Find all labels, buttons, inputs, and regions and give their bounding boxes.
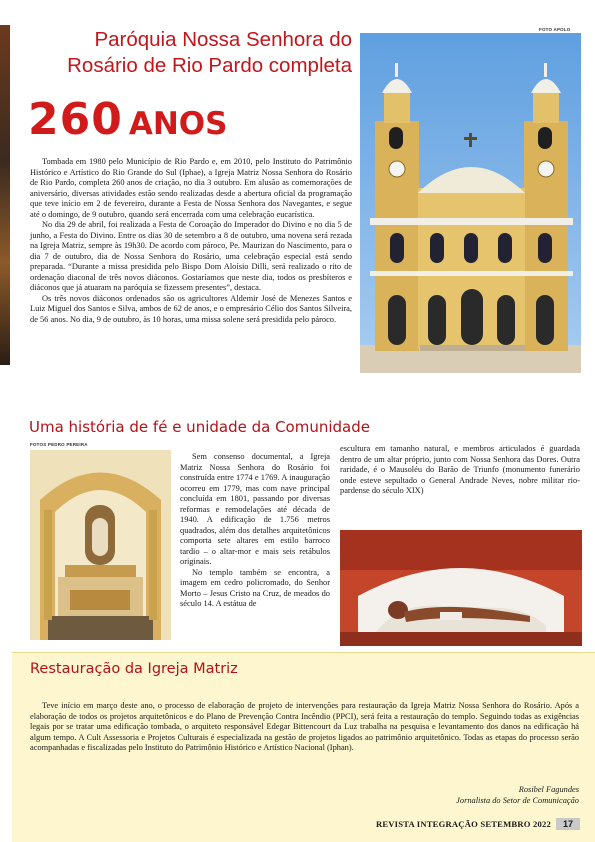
history-paragraph-1: Sem consenso documental, a Igreja Matriz Nossa Senhora do Rosário foi construída entre 1774 e 1769. A inauguração ocorreu em 1779, mas com nave principal concluída em 1801, passando por diversas reformas e remodelações até década de 1940. A edificação de 1.756 metros quadrados, além dos detalhes arquitetônicos comporta sete altares em estilo barroco tardio – o altar-mor e mais seis retábulos originais.	[180, 452, 330, 566]
senhor-morto-statue-photo	[340, 530, 582, 646]
anniversary-number: 260	[28, 94, 123, 145]
restoration-text	[30, 701, 579, 754]
restoration-section-title: Restauração da Igreja Matriz	[30, 661, 238, 677]
restoration-paragraph: Teve início em março deste ano, o processo de elaboração de projeto de intervenções para restauração da Igreja Matriz Nossa Senhora do Rosário. Após a elaboração de todos os projetos arquitetônicos e do Plano de Prevenção Contra Incêndio (PPCI), será feita a restauração do templo. Seguindo todas as exigências legais por se tratar uma edificação tombada, o arquiteto responsável Edegar Bittencourt da Luz trabalha na pesquisa e levantamento dos danos na edificação há algum tempo. A Cult Assessoria e Projetos Culturais é especializada na gestão de projetos ligados ao patrimônio arquitetônico. Todas as etapas do processo serão acompanhadas e fiscalizadas pelo Instituto do Patrimônio Histórico e Artístico Nacional (Iphan).	[30, 701, 579, 752]
history-paragraph-2: No templo também se encontra, a imagem em cedro policromado, do Senhor Morto – Jesus Cristo na Cruz, de meados do século 14. A estátua de	[180, 567, 330, 608]
page-footer	[340, 817, 580, 830]
history-column-2	[180, 452, 330, 610]
author-signature	[380, 784, 579, 806]
history-paragraph-3: escultura em tamanho natural, e membros articulados é guardada dentro de um altar próprio, junto com Nossa Senhora das Dores. Outra raridade, é o Mausoléu do Barão de Triunfo (monumento funerário onde esteve sepultado o General Andrade Neves, nobre militar rio-pardense do século XIX)	[340, 444, 580, 495]
adjacent-page-edge	[0, 25, 10, 365]
intro-paragraph-2: No dia 29 de abril, foi realizada a Festa de Coroação do Imperador do Divino e no dia 5 de junho, a Festa do Divino. Entre os dias 30 de setembro a 8 de outubro, uma novena será rezada na Igreja Matriz, sempre às 19h30. De acordo com pároco, Pe. Maurizan do Nascimento, para o dia 7 de outubro, dia de Nossa Senhora do Rosário, uma celebração especial está sendo preparada. “Durante a missa presidida pelo Bispo Dom Aloísio Dilli, será realizado o rito de ordenação diaconal de três novos diáconos. Gostaríamos que neste dia, todos os presbíteros e diáconos que já atuaram na paróquia se fizessem presentes”, destaca.	[30, 220, 352, 292]
photo-credit-church: FOTO APOLO	[539, 27, 571, 32]
magazine-name: REVISTA INTEGRAÇÃO SETEMBRO 2022	[375, 818, 551, 829]
altar-illustration	[30, 450, 171, 640]
statue-illustration	[340, 530, 582, 646]
intro-paragraph-3: Os três novos diáconos ordenados são os agricultores Aldemir José de Menezes Santos e Luiz Miguel dos Santos e Silva, ambos de 62 de anos, e o empresário Célio dos Santos Silveira, de 56 anos. No dia, 9 de outubro, às 10 horas, uma missa solene será presidida pelo pároco.	[30, 293, 352, 324]
altar-interior-photo	[30, 450, 171, 640]
box-top-rule	[12, 652, 595, 653]
photo-credit-interior: FOTOS PEDRO PEREIRA	[30, 442, 88, 447]
church-facade-illustration	[360, 33, 581, 373]
intro-text	[30, 157, 352, 325]
author-role: Jornalista do Setor de Comunicação	[456, 796, 579, 805]
church-facade-photo	[360, 33, 581, 373]
anniversary-word: ANOS	[128, 106, 228, 142]
anniversary-headline	[28, 94, 227, 145]
intro-paragraph-1: Tombada em 1980 pelo Município de Rio Pardo e, em 2010, pelo Instituto do Patrimônio Histórico e Artístico do Rio Grande do Sul (Iphae), a Igreja Matriz Nossa Senhora do Rosário de Rio Pardo, completa 260 anos de criação, no dia 3 outubro. Em alusão as comemorações de aniversário, diversas atividades estão sendo realizadas desde a abertura oficial da programação que teve início em 2 de fevereiro, durante a Festa de Nossa Senhora dos Navegantes, e segue até o domingo, de 9 outubro, quando será encerrada com uma celebração eucarística.	[30, 157, 352, 219]
page-number: 17	[556, 818, 580, 830]
author-name: Rosibel Fagundes	[518, 785, 579, 794]
history-section-title: Uma história de fé e unidade da Comunidade	[29, 418, 370, 436]
article-title: Paróquia Nossa Senhora do Rosário de Rio Pardo completa	[67, 28, 352, 77]
history-column-3	[340, 444, 580, 497]
